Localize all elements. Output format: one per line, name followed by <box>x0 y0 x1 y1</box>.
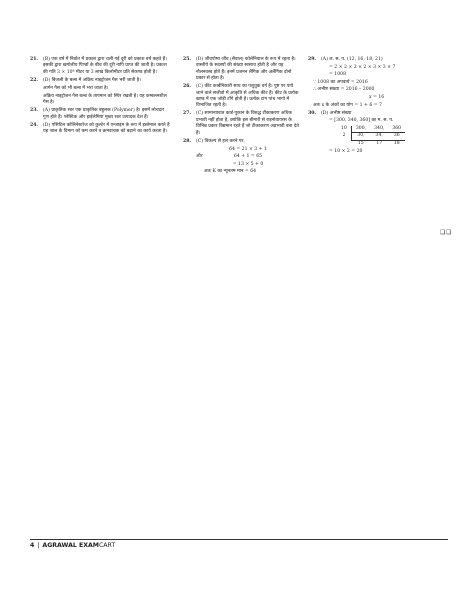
question-number: 25. <box>183 57 191 62</box>
division-table <box>337 126 405 147</box>
answer-text: (C) विकल्प से हल करने पर, <box>196 138 245 144</box>
math-line: = 13 × 5 + 0 <box>232 161 264 167</box>
question-24 <box>30 123 170 136</box>
math-line-row <box>196 154 300 160</box>
question-number: 29. <box>308 57 316 62</box>
question-22 <box>30 78 170 107</box>
table-cell: 18 <box>388 140 405 147</box>
math-line: = 1008 <box>329 72 347 78</box>
brand-name: AGRAWAL <box>42 542 77 549</box>
divisor-cell <box>337 140 351 147</box>
math-line: = [300, 340, 360] का म. स. प. <box>329 118 394 124</box>
table-row <box>337 133 405 140</box>
question-30 <box>308 111 448 156</box>
math-line: x = 16 <box>369 94 385 100</box>
answer-text: (A) प्राकृतिक रबर एक प्राकृतिक बहुलक (Polymer) है। इसमें लोचदार गुण होते हैं। प्लेस्टिक और हाईलेमिया मुख्य रबर उत्पादक देश हैं। <box>43 108 165 120</box>
question-number: 28. <box>183 138 191 144</box>
page-number: 4 <box>30 542 35 549</box>
question-number: 23. <box>30 108 38 114</box>
question-number: 27. <box>183 111 191 117</box>
answer-text: (C) कीट कार्बनिकारी साथ का पशुधुक वर्ग है। पुष्ट पर पाये जाने वाले सजीवो में आकृति से अधिक कीट हैं। कीट के प्रत्येक खण्ड में एक जोड़ी टाँगे होती है। प्रत्येक टांग पांच भागो में विभाजित रहती है। <box>196 84 299 109</box>
end-mark-icon: ❑❑ <box>440 229 452 236</box>
table-row <box>337 126 405 133</box>
footer-separator: | <box>37 542 40 549</box>
conclusion-text: अतः K का न्यूनतम मान = 64 <box>204 169 257 175</box>
math-line: = 10 × 2 = 20 <box>329 148 363 154</box>
answer-text: (D) बिजली के बल्ब में अक्रिय नाइट्रोजन गैस भरी जाती है। <box>43 77 141 83</box>
math-line: अतः x के अंकों का योग = 1 + 6 = 7 <box>313 102 382 108</box>
table-cell: 340, <box>374 125 385 131</box>
answer-text: (D) एसिटिल कोलिनेस्टरेज को कुल्टेर में एन्जाइम के रूप में इस्तेमाल करते हैं यह जाल के दिमाग को कम करने व क्रमवाचक को बढ़ाने का कार्य करता है। <box>43 122 170 135</box>
question-number: 24. <box>30 122 38 128</box>
question-27 <box>183 111 300 137</box>
math-line: 64 + 1 = 65 <box>233 154 263 160</box>
divisor-cell: 10 <box>337 126 351 133</box>
math-line: 64 = 21 × 3 + 1 <box>229 146 267 152</box>
table-row <box>337 140 405 147</box>
question-23 <box>30 108 170 121</box>
footer-divider <box>30 539 448 540</box>
question-number: 22. <box>30 77 38 83</box>
question-26 <box>183 84 300 110</box>
question-28 <box>183 139 300 176</box>
and-label: और <box>196 154 203 160</box>
footer <box>30 542 115 549</box>
answer-text: (C) सामान्यावात कार्ड-पुकान के विरुद्ध टीकाकरण अधिक प्रभावी नहीं होता है, क्योकि इस बीमारी से राइनोवायरस के विभिन्न प्रकार विद्यमान रहते हैं जो टीकाकरण अप्रभावी बना देते हैं। <box>196 111 299 136</box>
question-29 <box>308 57 448 109</box>
question-number: 30. <box>308 110 316 116</box>
math-line: ∵ 1008 का अपवर्त्य = 2016 <box>313 79 368 85</box>
math-line: = 2 × 2 × 2 × 2 × 3 × 3 × 7 <box>329 64 396 70</box>
table-cell: 15 <box>351 140 370 147</box>
answer-text: (B) एक वर्ष में निर्वात में प्रकाश द्वारा चली गई दूरी को प्रकाश वर्ष कहते हैं। इसकी द्वारा खगोलीय पिण्डों के बीच की दूरी नापि प्राप्त की जाती है। प्रकाश की गति 3 × 10⁸ मीटर या 3 लाख किलोमीटर प्रति सेकण्ड होती है। <box>43 57 167 75</box>
table-cell: 360 <box>392 125 402 131</box>
question-21 <box>30 57 170 76</box>
answer-text: आर्गन गैस को भी बल्ब में भरा जाता है। <box>43 85 109 91</box>
question-number: 26. <box>183 84 191 90</box>
question-number: 21. <box>30 57 38 62</box>
table-cell: 300, <box>355 125 367 131</box>
math-line: ∴ अभीष्ट संख्या = 2016 – 2000 <box>313 87 375 93</box>
table-cell: 30, <box>351 133 370 140</box>
answer-text: अक्रिय नाइट्रोजन गैस बल्ब के तापमान को स्थिर रखती है। यह कम्बलनशील गैस है। <box>43 93 167 106</box>
table-cell: 34, <box>370 133 388 140</box>
column-right <box>308 57 448 157</box>
brand-name-cart: CART <box>98 542 116 549</box>
lcm-header: (A) ल. स. प. (12, 16, 18, 21) <box>321 57 383 62</box>
column-middle <box>183 57 300 177</box>
divisor-cell: 2 <box>337 133 351 140</box>
table-cell: 17 <box>370 140 388 147</box>
hcf-header: (D) अभीष्ट संख्या <box>321 110 352 116</box>
brand-name-exam: EXAM <box>78 542 99 549</box>
question-25 <box>183 57 300 83</box>
table-cell: 36 <box>388 133 405 140</box>
answer-text: (D) जीवपोष्य जीव (सैवाल) कोलेनियाल के रूप में रहता है। वास्तीये के सदस्यों की संख्या स्वसाथ होती है और यह नौलनवस्व होते हैं। इनमें प्रजनन लैंगिक और अलैंगिक दोनों प्रकार से होता है। <box>196 57 296 82</box>
column-left <box>30 57 170 137</box>
